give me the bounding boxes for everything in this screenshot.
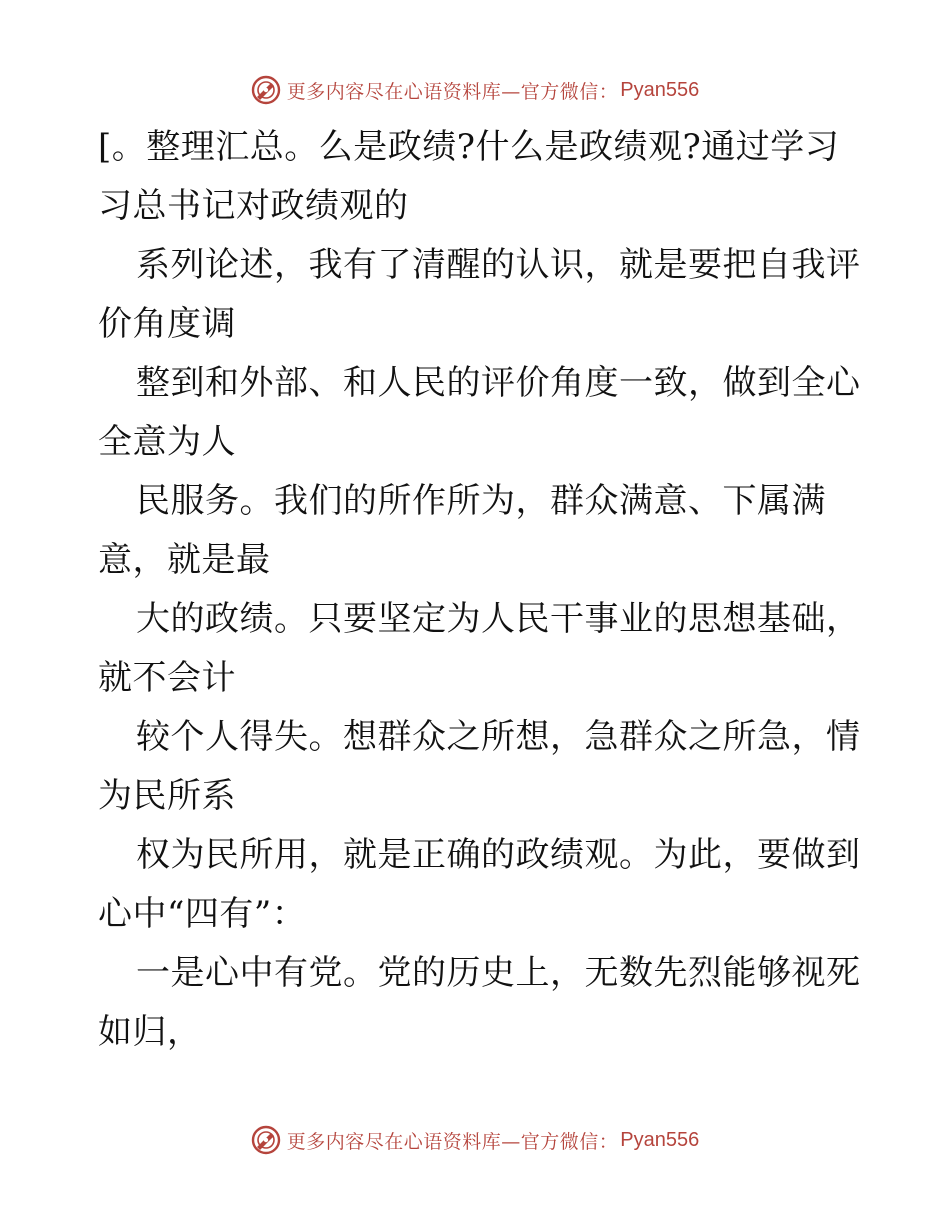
text-line: 心中“四有”：	[98, 894, 307, 934]
text-line: 民服务。我们的所作所为，群众满意、下属满	[136, 481, 826, 521]
text-line: 较个人得失。想群众之所想，急群众之所急，情	[136, 717, 861, 757]
text-line: 全意为人	[98, 422, 236, 462]
watermark-text: 更多内容尽在心语资料库—官方微信：	[286, 80, 619, 103]
text-line: 习总书记对政绩观的	[98, 186, 409, 226]
footer-watermark	[0, 1120, 950, 1160]
text-line: 为民所系	[98, 776, 236, 816]
seal-logo-icon	[251, 1125, 281, 1155]
text-line: 如归，	[98, 1012, 202, 1052]
text-line: 权为民所用，就是正确的政绩观。为此，要做到	[136, 835, 861, 875]
text-line: 整到和外部、和人民的评价角度一致，做到全心	[136, 363, 861, 403]
text-line: 一是心中有党。党的历史上，无数先烈能够视死	[136, 953, 861, 993]
text-line: 大的政绩。只要坚定为人民干事业的思想基础，	[136, 599, 861, 639]
text-line: 系列论述，我有了清醒的认识，就是要把自我评	[136, 245, 861, 285]
text-line: [。整理汇总。么是政绩?什么是政绩观?通过学习	[98, 127, 840, 167]
document-body	[98, 118, 861, 1062]
text-line: 就不会计	[98, 658, 236, 698]
watermark-text: 更多内容尽在心语资料库—官方微信：	[286, 1130, 619, 1153]
text-line: 价角度调	[98, 304, 236, 344]
header-watermark	[0, 70, 950, 110]
text-line: 意，就是最	[98, 540, 271, 580]
watermark-id: Pyan556	[620, 1128, 700, 1151]
watermark-id: Pyan556	[620, 78, 700, 101]
seal-logo-icon	[251, 75, 281, 105]
